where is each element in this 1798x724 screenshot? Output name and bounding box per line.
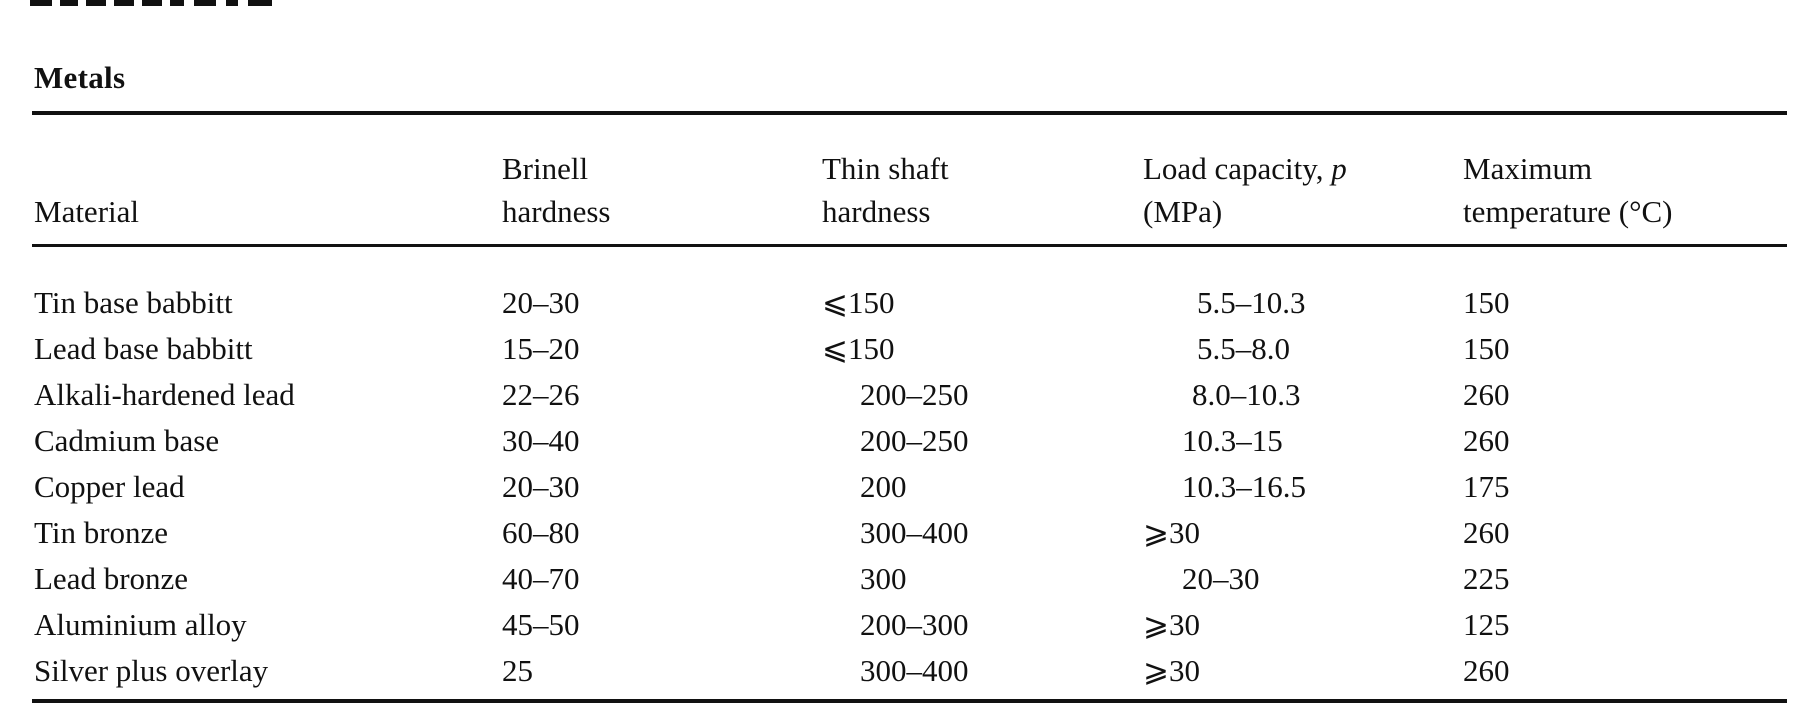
cell-brinell: 40–70 xyxy=(502,561,580,596)
cell-brinell: 30–40 xyxy=(502,423,580,458)
cell-load: 10.3–15 xyxy=(1182,423,1283,458)
table-top-rule xyxy=(32,111,1787,115)
cut-off-heading xyxy=(30,0,290,14)
cell-temp: 260 xyxy=(1463,515,1510,550)
cell-temp: 260 xyxy=(1463,377,1510,412)
cell-material: Alkali-hardened lead xyxy=(34,377,295,412)
cell-brinell: 45–50 xyxy=(502,607,580,642)
cell-shaft: 200–300 xyxy=(860,607,969,642)
header-load-line1: Load capacity, p xyxy=(1143,151,1347,186)
cell-shaft: ⩽150 xyxy=(822,285,895,320)
cell-shaft: 300 xyxy=(860,561,907,596)
cell-brinell: 25 xyxy=(502,653,533,688)
cell-load: ⩾30 xyxy=(1143,653,1200,688)
cell-load: 5.5–8.0 xyxy=(1197,331,1290,366)
header-temp-line1: Maximum xyxy=(1463,151,1593,186)
cell-temp: 260 xyxy=(1463,653,1510,688)
cell-shaft: 200–250 xyxy=(860,423,969,458)
cell-brinell: 15–20 xyxy=(502,331,580,366)
cell-brinell: 22–26 xyxy=(502,377,580,412)
cell-temp: 150 xyxy=(1463,285,1510,320)
cell-load: ⩾30 xyxy=(1143,607,1200,642)
cell-temp: 150 xyxy=(1463,331,1510,366)
cell-shaft: 200 xyxy=(860,469,907,504)
cell-brinell: 60–80 xyxy=(502,515,580,550)
header-shaft-line2: hardness xyxy=(822,194,931,229)
load-symbol: p xyxy=(1331,151,1347,186)
cell-load: 5.5–10.3 xyxy=(1197,285,1306,320)
header-brinell-line1: Brinell xyxy=(502,151,589,186)
cell-shaft: 300–400 xyxy=(860,653,969,688)
cell-material: Tin bronze xyxy=(34,515,169,550)
cell-temp: 260 xyxy=(1463,423,1510,458)
cell-brinell: 20–30 xyxy=(502,285,580,320)
cell-shaft: ⩽150 xyxy=(822,331,895,366)
cell-temp: 125 xyxy=(1463,607,1510,642)
cell-material: Cadmium base xyxy=(34,423,220,458)
header-material: Material xyxy=(34,194,140,229)
cell-material: Silver plus overlay xyxy=(34,653,269,688)
cell-load: 20–30 xyxy=(1182,561,1260,596)
section-title: Metals xyxy=(34,60,126,95)
cell-material: Tin base babbitt xyxy=(34,285,233,320)
cell-temp: 175 xyxy=(1463,469,1510,504)
cell-brinell: 20–30 xyxy=(502,469,580,504)
header-load-line2: (MPa) xyxy=(1143,194,1223,229)
table-header-rule xyxy=(32,244,1787,247)
cell-shaft: 200–250 xyxy=(860,377,969,412)
header-brinell-line2: hardness xyxy=(502,194,611,229)
header-temp-line2: temperature (°C) xyxy=(1463,194,1673,229)
cell-load: 10.3–16.5 xyxy=(1182,469,1306,504)
header-shaft-line1: Thin shaft xyxy=(822,151,949,186)
cell-temp: 225 xyxy=(1463,561,1510,596)
cell-material: Aluminium alloy xyxy=(34,607,247,642)
cell-shaft: 300–400 xyxy=(860,515,969,550)
table-bottom-rule xyxy=(32,699,1787,703)
cell-load: ⩾30 xyxy=(1143,515,1200,550)
cell-material: Lead base babbitt xyxy=(34,331,253,366)
cell-material: Lead bronze xyxy=(34,561,189,596)
cell-material: Copper lead xyxy=(34,469,185,504)
cell-load: 8.0–10.3 xyxy=(1192,377,1301,412)
